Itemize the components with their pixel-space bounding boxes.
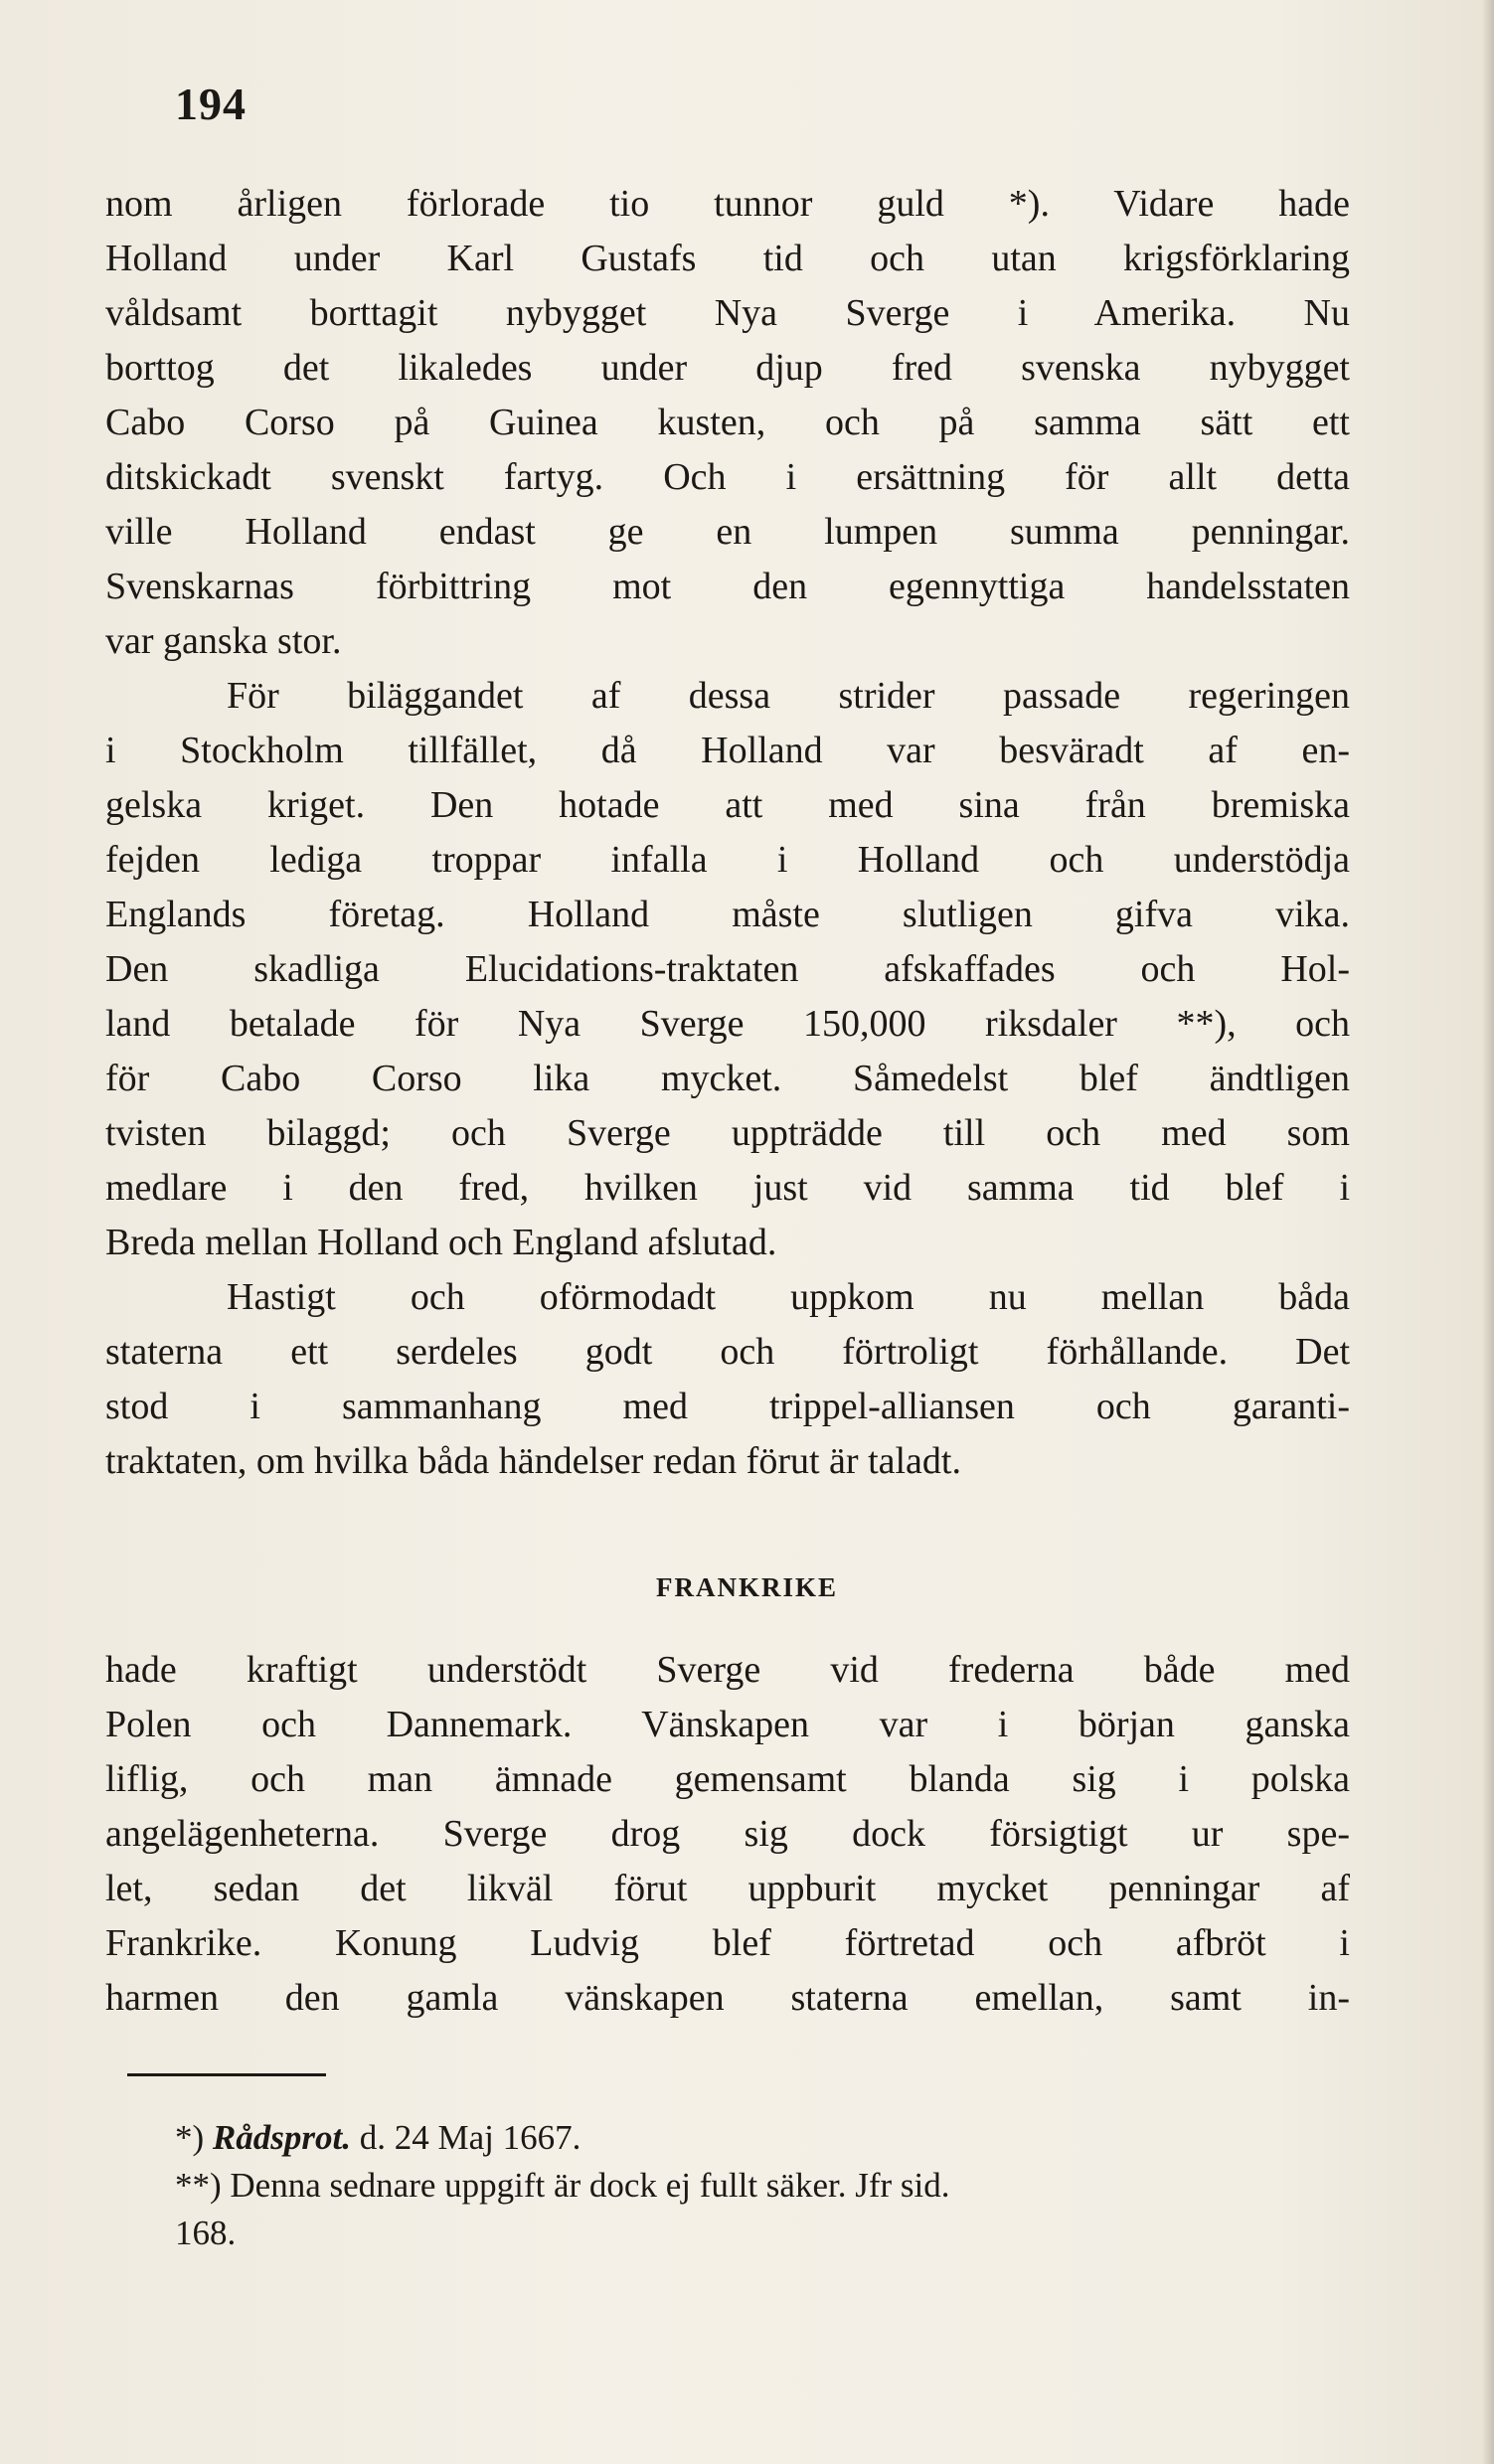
text-line: tvisten bilaggd; och Sverge uppträdde till och med som (105, 1112, 1350, 1154)
text-line: Breda mellan Holland och England afslutad. (105, 1222, 777, 1263)
text-line: våldsamt borttagit nybygget Nya Sverge i Amerika. Nu (105, 292, 1350, 334)
text-line: medlare i den fred, hvilken just vid samma tid blef i (105, 1167, 1350, 1209)
text-line: Den skadliga Elucidations-traktaten afskaffades och Hol- (105, 948, 1350, 990)
page-edge-shadow (1482, 0, 1494, 2464)
footnote-2 (175, 2163, 950, 2209)
footnote-source: Rådsprot. (212, 2118, 351, 2157)
footnote-mark: **) (175, 2166, 222, 2205)
text-line: hade kraftigt understödt Sverge vid frederna både med (105, 1649, 1350, 1691)
footnote-2-continuation: 168. (175, 2214, 237, 2252)
text-line: För biläggandet af dessa strider passade regeringen (227, 675, 1350, 717)
text-line: Frankrike. Konung Ludvig blef förtretad och afbröt i (105, 1922, 1350, 1964)
text-line: let, sedan det likväl förut uppburit mycket penningar af (105, 1868, 1350, 1909)
text-line: Holland under Karl Gustafs tid och utan krigsförklaring (105, 238, 1350, 279)
text-line: nom årligen förlorade tio tunnor guld *). Vidare hade (105, 183, 1350, 225)
text-line: land betalade för Nya Sverge 150,000 riksdaler **), och (105, 1003, 1350, 1045)
text-line: Polen och Dannemark. Vänskapen var i början ganska (105, 1704, 1350, 1745)
text-line: gelska kriget. Den hotade att med sina från bremiska (105, 784, 1350, 826)
text-line: angelägenheterna. Sverge drog sig dock försigtigt ur spe- (105, 1813, 1350, 1855)
text-line: för Cabo Corso lika mycket. Såmedelst blef ändtligen (105, 1058, 1350, 1099)
text-line: staterna ett serdeles godt och förtroligt förhållande. Det (105, 1331, 1350, 1373)
text-line: stod i sammanhang med trippel-alliansen och garanti- (105, 1386, 1350, 1427)
footnote-mark: *) (175, 2118, 205, 2157)
text-line: ville Holland endast ge en lumpen summa penningar. (105, 511, 1350, 553)
footnote-separator (127, 2073, 326, 2076)
text-line: borttog det likaledes under djup fred svenska nybygget (105, 347, 1350, 389)
text-line: traktaten, om hvilka båda händelser redan förut är taladt. (105, 1440, 961, 1482)
footnote-text: d. 24 Maj 1667. (359, 2118, 581, 2157)
section-heading: FRANKRIKE (655, 1572, 838, 1602)
text-line: Svenskarnas förbittring mot den egennyttiga handelsstaten (105, 566, 1350, 607)
footnote-1 (175, 2115, 581, 2161)
text-line: ditskickadt svenskt fartyg. Och i ersättning för allt detta (105, 456, 1350, 498)
text-line: var ganska stor. (105, 620, 342, 662)
text-line: i Stockholm tillfället, då Holland var besväradt af en- (105, 730, 1350, 771)
text-line: fejden lediga troppar infalla i Holland och understödja (105, 839, 1350, 881)
text-line: Englands företag. Holland måste slutligen gifva vika. (105, 894, 1350, 935)
text-line: Cabo Corso på Guinea kusten, och på samma sätt ett (105, 402, 1350, 443)
footnote-text: Denna sednare uppgift är dock ej fullt säker. Jfr sid. (230, 2166, 950, 2205)
text-line: Hastigt och oförmodadt uppkom nu mellan båda (227, 1276, 1350, 1318)
text-line: liflig, och man ämnade gemensamt blanda sig i polska (105, 1758, 1350, 1800)
text-line: harmen den gamla vänskapen staterna emellan, samt in- (105, 1977, 1350, 2019)
page-number: 194 (175, 79, 247, 129)
